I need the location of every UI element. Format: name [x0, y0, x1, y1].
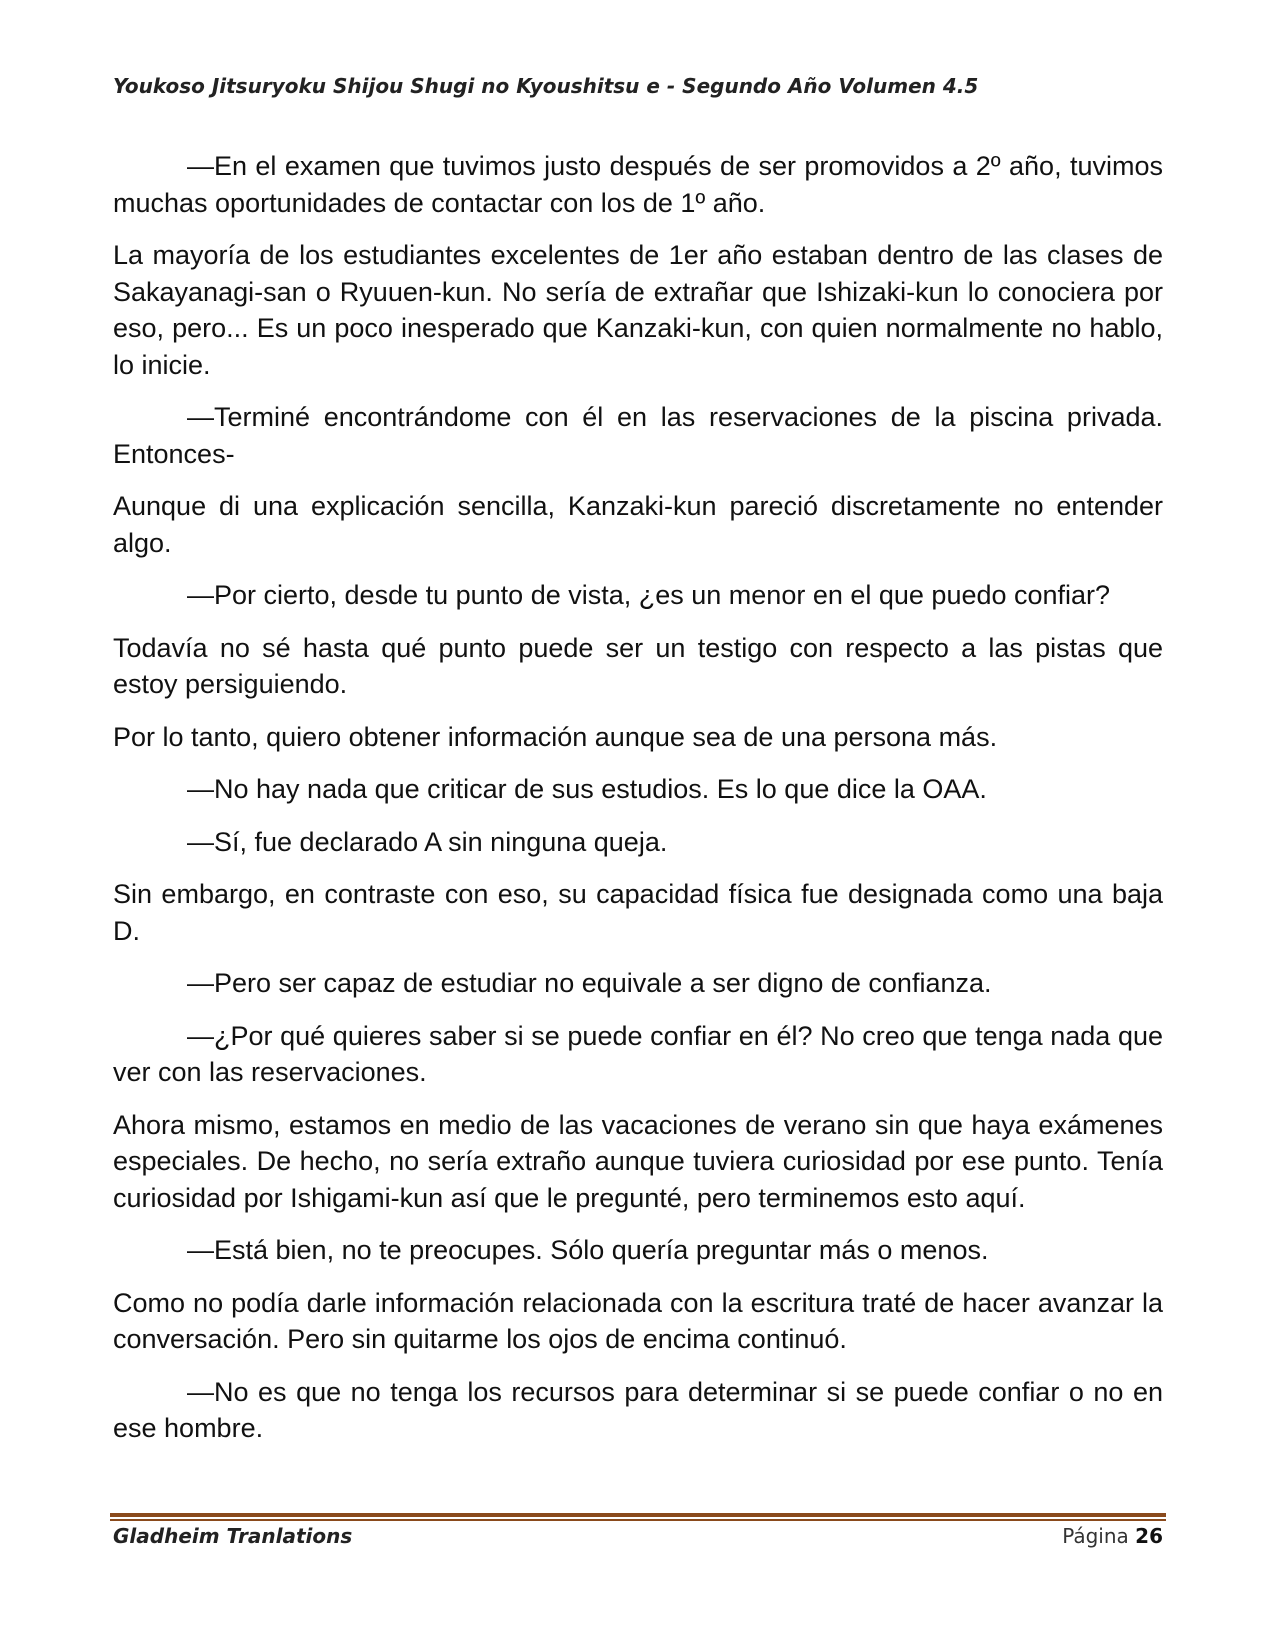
paragraph: Como no podía darle información relacionada con la escritura traté de hacer avanzar la conversación. Pero sin quitarme los ojos de encima continuó.	[113, 1287, 1163, 1354]
paragraph: —Pero ser capaz de estudiar no equivale a ser digno de confianza.	[187, 968, 992, 998]
footer-rule-thick	[110, 1513, 1166, 1517]
body-text	[113, 148, 1163, 1463]
page-label: Página	[1062, 1524, 1129, 1548]
footer-credit: Gladheim Tranlations	[113, 1524, 353, 1548]
page-header-title: Youkoso Jitsuryoku Shijou Shugi no Kyoushitsu e - Segundo Año Volumen 4.5	[113, 74, 979, 98]
footer-page	[1062, 1524, 1163, 1548]
paragraph: —En el examen que tuvimos justo después de ser promovidos a 2º año, tuvimos muchas oportunidades de contactar con los de 1º año.	[113, 151, 1163, 218]
paragraph: Aunque di una explicación sencilla, Kanzaki-kun pareció discretamente no entender algo.	[113, 491, 1163, 558]
paragraph: La mayoría de los estudiantes excelentes de 1er año estaban dentro de las clases de Sakayanagi-san o Ryuuen-kun. No sería de extrañar que Ishizaki-kun lo conociera por eso, pero... Es un poco inesperado que Kanzaki-kun, con quien normalmente no hablo, lo inicie.	[113, 240, 1163, 380]
page-number: 26	[1135, 1524, 1163, 1548]
paragraph: Todavía no sé hasta qué punto puede ser un testigo con respecto a las pistas que estoy persiguiendo.	[113, 632, 1163, 699]
paragraph: —No hay nada que criticar de sus estudios. Es lo que dice la OAA.	[187, 774, 987, 804]
paragraph: —Por cierto, desde tu punto de vista, ¿es un menor en el que puedo confiar?	[187, 580, 1111, 610]
paragraph: Por lo tanto, quiero obtener información aunque sea de una persona más.	[113, 721, 998, 752]
paragraph: —¿Por qué quieres saber si se puede confiar en él? No creo que tenga nada que ver con las reservaciones.	[113, 1020, 1163, 1087]
paragraph: —No es que no tenga los recursos para determinar si se puede confiar o no en ese hombre.	[113, 1376, 1163, 1443]
footer-rule-thin	[110, 1519, 1166, 1521]
paragraph: —Está bien, no te preocupes. Sólo quería preguntar más o menos.	[187, 1235, 989, 1265]
paragraph: —Terminé encontrándome con él en las reservaciones de la piscina privada. Entonces-	[113, 402, 1163, 469]
paragraph: Sin embargo, en contraste con eso, su capacidad física fue designada como una baja D.	[113, 879, 1163, 946]
paragraph: —Sí, fue declarado A sin ninguna queja.	[187, 826, 668, 857]
paragraph: Ahora mismo, estamos en medio de las vacaciones de verano sin que haya exámenes especiales. De hecho, no sería extraño aunque tuviera curiosidad por ese punto. Tenía curiosidad por Ishigami-kun así que le pregunté, pero terminemos esto aquí.	[113, 1109, 1163, 1213]
